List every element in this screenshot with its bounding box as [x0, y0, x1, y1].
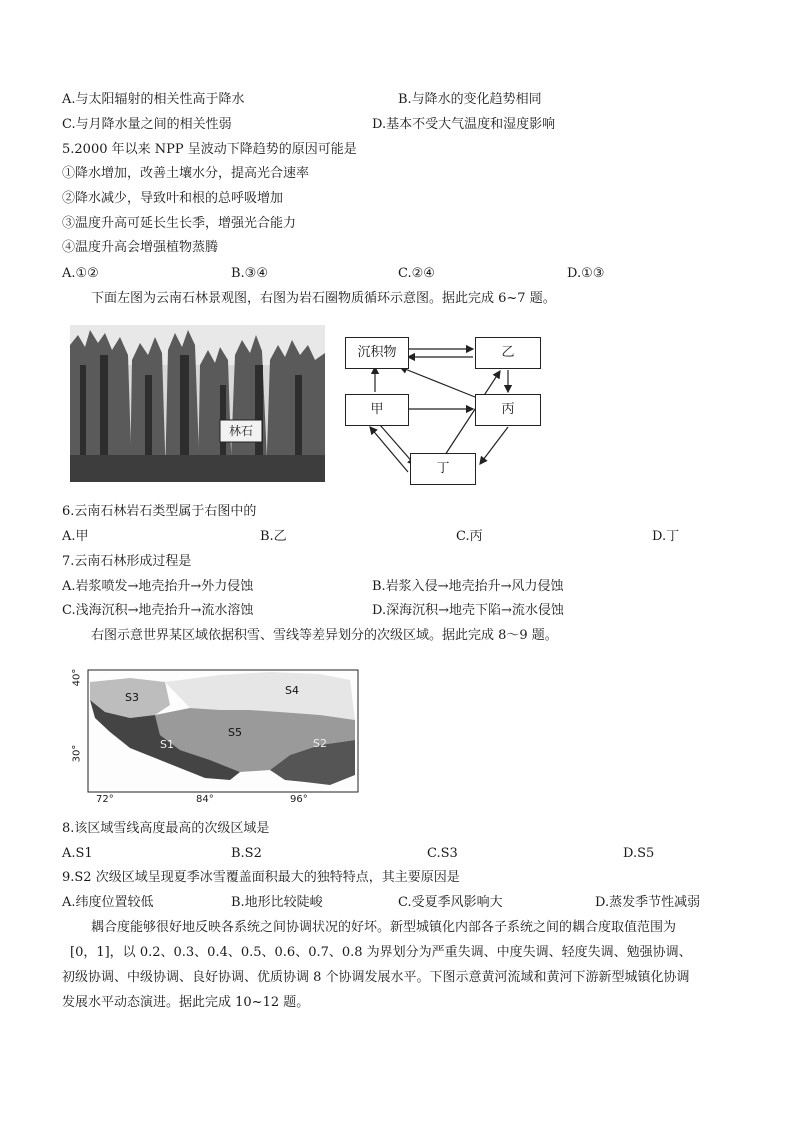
q9-stem: 9.S2 次级区域呈现夏季冰雪覆盖面积最大的独特特点，其主要原因是	[62, 870, 460, 885]
q6-option-b: B.乙	[260, 529, 287, 544]
lon-label-84: 84°	[196, 794, 214, 805]
q9-option-b: B.地形比较陡峻	[231, 895, 323, 910]
lat-label-30: 30°	[71, 744, 83, 763]
q4-option-a: A.与太阳辐射的相关性高于降水	[62, 92, 245, 107]
lon-label-96: 96°	[290, 794, 308, 805]
q9-option-c: C.受夏季风影响大	[398, 895, 503, 910]
q4-option-d: D.基本不受大气温度和湿度影响	[372, 117, 556, 132]
q5-item-3: ③温度升高可延长生长季，增强光合能力	[62, 216, 297, 231]
q6-option-d: D.丁	[652, 529, 680, 544]
q5-stem: 5.2000 年以来 NPP 呈波动下降趋势的原因可能是	[62, 142, 357, 157]
intro-6-7: 下面左图为云南石林景观图，右图为岩石圈物质循环示意图。据此完成 6~7 题。	[91, 291, 556, 306]
q8-option-d: D.S5	[623, 846, 655, 861]
stone-forest-photo	[70, 325, 325, 482]
lon-label-72: 72°	[96, 794, 114, 805]
jia-box: 甲	[345, 394, 409, 426]
ding-box: 丁	[410, 453, 476, 485]
stone-forest-sign: 林石	[228, 424, 253, 438]
q5-option-a: A.①②	[62, 266, 99, 281]
snow-region-map	[70, 660, 360, 810]
region-s1: S1	[160, 738, 174, 751]
intro-10-12-line-2: [0，1]，以 0.2、0.3、0.4、0.5、0.6、0.7、0.8 为界划分为严重失调、中度失调、轻度失调、勉强协调、	[70, 945, 692, 960]
q9-option-a: A.纬度位置较低	[62, 895, 154, 910]
q5-option-b: B.③④	[231, 266, 268, 281]
q5-option-d: D.①③	[567, 266, 605, 281]
region-s2: S2	[313, 737, 327, 750]
intro-10-12-line-4: 发展水平动态演进。据此完成 10~12 题。	[62, 995, 310, 1010]
intro-10-12-line-3: 初级协调、中级协调、良好协调、优质协调 8 个协调发展水平。下图示意黄河流域和黄河下游新型城镇化协调	[62, 970, 690, 985]
q8-option-b: B.S2	[231, 846, 262, 861]
q8-option-c: C.S3	[427, 846, 458, 861]
q9-option-d: D.蒸发季节性减弱	[595, 895, 701, 910]
q7-stem: 7.云南石林形成过程是	[62, 554, 192, 569]
region-s3: S3	[125, 691, 139, 704]
q5-item-4: ④温度升高会增强植物蒸腾	[62, 240, 219, 255]
bing-box: 丙	[475, 394, 541, 426]
q5-option-c: C.②④	[398, 266, 435, 281]
q7-option-a: A.岩浆喷发→地壳抬升→外力侵蚀	[62, 579, 254, 594]
q6-option-c: C.丙	[456, 529, 483, 544]
q7-option-b: B.岩浆入侵→地壳抬升→风力侵蚀	[372, 579, 564, 594]
region-s4: S4	[285, 684, 299, 697]
sediment-box: 沉积物	[345, 337, 409, 369]
q5-item-1: ①降水增加，改善土壤水分，提高光合速率	[62, 166, 310, 181]
q7-option-d: D.深海沉积→地壳下陷→流水侵蚀	[372, 603, 564, 618]
intro-10-12-line-1: 耦合度能够很好地反映各系统之间协调状况的好坏。新型城镇化内部各子系统之间的耦合度取值范围为	[91, 920, 677, 935]
region-s5: S5	[228, 726, 242, 739]
lat-label-40: 40°	[71, 668, 83, 687]
q6-option-a: A.甲	[62, 529, 89, 544]
q4-option-c: C.与月降水量之间的相关性弱	[62, 117, 232, 132]
intro-8-9: 右图示意世界某区域依据积雪、雪线等差异划分的次级区域。据此完成 8～9 题。	[91, 628, 558, 643]
q6-stem: 6.云南石林岩石类型属于右图中的	[62, 504, 257, 519]
q8-stem: 8.该区域雪线高度最高的次级区域是	[62, 821, 270, 836]
q5-item-2: ②降水减少，导致叶和根的总呼吸增加	[62, 191, 284, 206]
rock-cycle-diagram	[340, 322, 555, 487]
q7-option-c: C.浅海沉积→地壳抬升→流水溶蚀	[62, 603, 254, 618]
q4-option-b: B.与降水的变化趋势相同	[398, 92, 542, 107]
yi-box: 乙	[475, 337, 541, 369]
q8-option-a: A.S1	[62, 846, 93, 861]
